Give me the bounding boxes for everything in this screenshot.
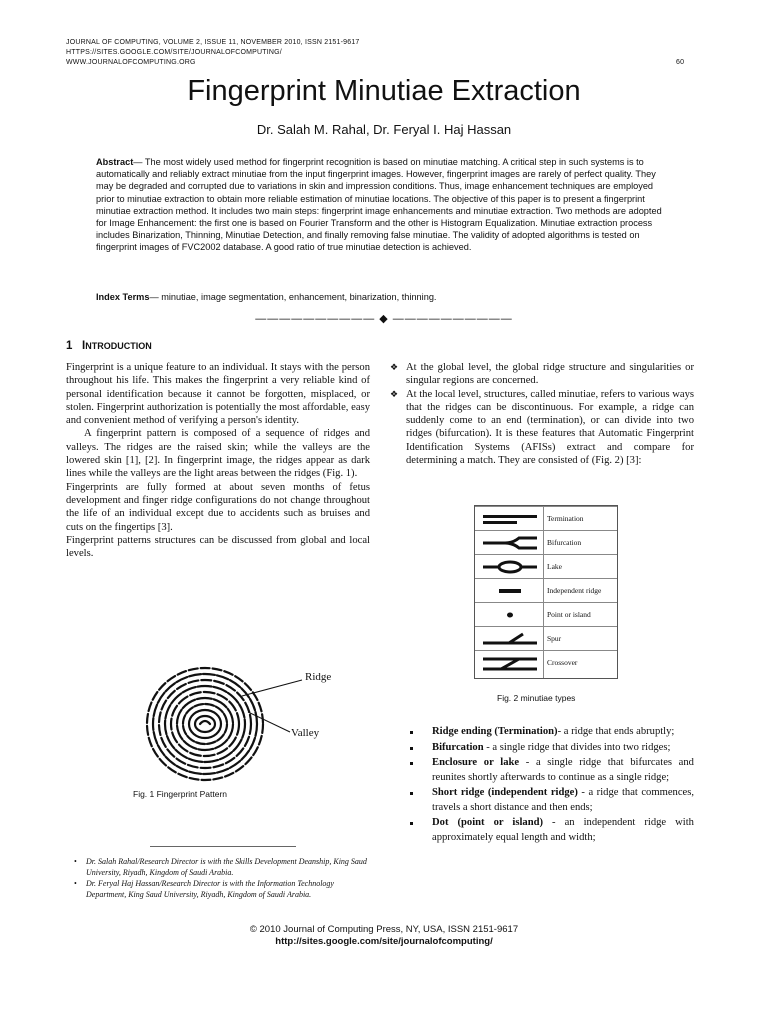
- diamond-bullet-icon: ❖: [390, 388, 399, 399]
- termination-icon: [483, 513, 537, 525]
- footnote-bullet: •: [74, 857, 77, 866]
- index-terms-label: Index Terms: [96, 292, 150, 302]
- section-heading: [66, 340, 152, 352]
- paragraph-1: Fingerprint is a unique feature to an individual. It stays with the person throughout his life. This makes the fingerprint a very reliable kind of personal identification because it cannot be forgotten, misplaced, or stolen. Fingerprint authorization is potentially the most affordable, easy and convenient method of verifying a person's identity.: [66, 362, 370, 427]
- crossover-icon: [483, 655, 537, 673]
- footnote-rule: [150, 846, 296, 847]
- index-terms-text: — minutiae, image segmentation, enhancement, binarization, thinning.: [149, 292, 437, 302]
- label-lake: Lake: [547, 562, 562, 571]
- point-island-icon: [483, 609, 537, 621]
- fig1-ridge-label: Ridge: [305, 671, 332, 683]
- paragraph-3: Fingerprints are fully formed at about seven months of fetus development and finger ridge configurations do not change throughout the life of an individual except due to accidents such as bruises and cuts on the fingertips [3].: [66, 481, 370, 533]
- label-independent-ridge: Independent ridge: [547, 586, 602, 595]
- copyright-link[interactable]: http://sites.google.com/site/journalofcomputing/: [275, 936, 493, 947]
- list-item-desc: - an independent ridge with approximately equal length and width;: [432, 817, 694, 843]
- abstract-label: Abstract: [96, 157, 134, 167]
- minutiae-row-lake: [475, 554, 617, 579]
- local-level-text: At the local level, structures, called minutiae, refers to various ways that the ridges can be discontinuous. For example, a ridge can suddenly come to an end (termination), or can divide into two ridges (bifurcation). It is these features that Automatic Fingerprint Identification Systems (AFISs) extract and compare for determining a match. They are consisted of (Fig. 2) [3]:: [406, 388, 694, 467]
- copyright-line: © 2010 Journal of Computing Press, NY, USA, ISSN 2151-9617: [249, 924, 519, 935]
- footnote-1-text: Dr. Salah Rahal/Research Director is with the Skills Development Deanship, King Saud University, Riyadh, Kingdom of Saudi Arabia.: [86, 857, 367, 877]
- paragraph-4: Fingerprint patterns structures can be discussed from global and local levels.: [66, 534, 370, 560]
- paper-title: Fingerprint Minutiae Extraction: [187, 75, 581, 107]
- square-bullet-icon: [410, 747, 413, 750]
- paragraph-2: A fingerprint pattern is composed of a sequence of ridges and valleys. The ridges are the raised skin; while the valleys are the lowered skin [1], [2]. In fingerprint image, the ridges appear as dark lines while the valleys are the light areas between the ridges (Fig. 1).: [66, 428, 370, 480]
- label-termination: Termination: [547, 514, 584, 523]
- label-spur: Spur: [547, 634, 562, 643]
- footnotes: [74, 856, 374, 900]
- footnote-bullet: •: [74, 879, 77, 888]
- list-item-desc: - a single ridge that divides into two ridges;: [483, 741, 671, 753]
- header-line-1: JOURNAL OF COMPUTING, VOLUME 2, ISSUE 11, NOVEMBER 2010, ISSN 2151-9617: [66, 39, 360, 46]
- copyright-footer: [0, 924, 768, 948]
- list-item-desc: - a ridge that commences, travels a short distance and then ends;: [432, 787, 695, 813]
- square-bullet-icon: [410, 731, 413, 734]
- list-item: [410, 741, 694, 756]
- fig2-caption: Fig. 2 minutiae types: [497, 693, 576, 703]
- section-title-rest: NTRODUCTION: [85, 341, 152, 351]
- index-terms: [96, 292, 668, 302]
- square-bullet-icon: [410, 822, 413, 825]
- lake-icon: [483, 559, 537, 575]
- list-item-desc: - a ridge that ends abruptly;: [557, 726, 675, 737]
- global-level-text: At the global level, the global ridge structure and singularities or singular regions are concerned.: [406, 362, 694, 387]
- square-bullet-icon: [410, 792, 413, 795]
- list-item: [410, 756, 694, 785]
- header-link-sites[interactable]: HTTPS://SITES.GOOGLE.COM/SITE/JOURNALOFCOMPUTING/: [66, 49, 282, 56]
- label-bifurcation: Bifurcation: [547, 538, 582, 547]
- diamond-bullet-icon: ❖: [390, 362, 399, 372]
- footnote-1: [74, 856, 374, 878]
- section-number: 1: [66, 340, 73, 352]
- right-column: [390, 361, 694, 467]
- list-item: [410, 816, 694, 845]
- fig1-caption: Fig. 1 Fingerprint Pattern: [133, 789, 228, 799]
- journal-header: [66, 38, 360, 68]
- square-bullet-icon: [410, 762, 413, 765]
- bifurcation-icon: [483, 535, 537, 551]
- list-item: [410, 725, 694, 740]
- fig1-valley-label: Valley: [291, 727, 320, 739]
- abstract: [96, 156, 668, 254]
- section-first-letter: I: [82, 340, 86, 352]
- footnote-2: [74, 878, 374, 900]
- label-crossover: Crossover: [547, 658, 578, 667]
- minutiae-row-termination: [475, 506, 617, 531]
- page-number: 60: [676, 59, 685, 66]
- minutiae-row-independent-ridge: [475, 578, 617, 603]
- label-point-island: Point or island: [547, 610, 591, 619]
- global-level-bullet: [390, 361, 694, 388]
- header-link-www[interactable]: WWW.JOURNALOFCOMPUTING.ORG: [66, 59, 196, 66]
- paper-authors: Dr. Salah M. Rahal, Dr. Feryal I. Haj Hassan: [256, 122, 512, 137]
- minutiae-types-figure: [474, 505, 618, 679]
- local-level-bullet: [390, 388, 694, 468]
- spur-icon: [483, 631, 537, 647]
- list-item-term: Enclosure or lake: [432, 757, 520, 768]
- footnote-2-text: Dr. Feryal Haj Hassan/Research Director is with the Information Technology Department, King Saud University, Riyadh, Kingdom of Saudi Arabia.: [86, 879, 334, 899]
- list-item-term: Bifurcation: [432, 741, 484, 753]
- section-divider: —————————— ◆ ——————————: [255, 313, 513, 325]
- abstract-text: — The most widely used method for fingerprint recognition is based on minutiae matching. A critical step in such systems is to automatically and reliably extract minutiae from the input fingerprint images. However, fingerprint images are rarely of perfect quality. They may be degraded and corrupted due to variations in skin and impression conditions. Thus, image enhancement techniques are employed prior to minutiae extraction to obtain more reliable estimation of minutiae locations. The objective of this paper is to present a fingerprint minutiae extraction method. It includes two main steps: fingerprint image enhancements and minutiae extraction. Two methods are adopted for Image Enhancement: the first one is based on Fourier Transform and the other is Histogram Equalization. Minutiae extraction process includes Binarization, Thinning, Minutiae Detection, and finally removing false minutiae. The validity of adopted algorithms is tested on fingerprint images of FVC2002 database. A good ratio of true minutiae detection is achieved.: [96, 157, 662, 253]
- list-item-term: Dot (point or island): [432, 817, 544, 828]
- minutiae-row-point: [475, 602, 617, 627]
- minutiae-row-spur: [475, 626, 617, 651]
- left-column: [66, 361, 370, 560]
- list-item: [410, 786, 694, 815]
- minutiae-list: [410, 725, 694, 846]
- list-item-term: Ridge ending (Termination): [432, 726, 558, 737]
- list-item-term: Short ridge (independent ridge): [432, 787, 578, 798]
- minutiae-row-crossover: [475, 650, 617, 675]
- independent-ridge-icon: [483, 585, 537, 597]
- minutiae-row-bifurcation: [475, 530, 617, 555]
- list-item-desc: - a single ridge that bifurcates and reunites shortly afterwards to continue as a single ridge;: [432, 757, 694, 783]
